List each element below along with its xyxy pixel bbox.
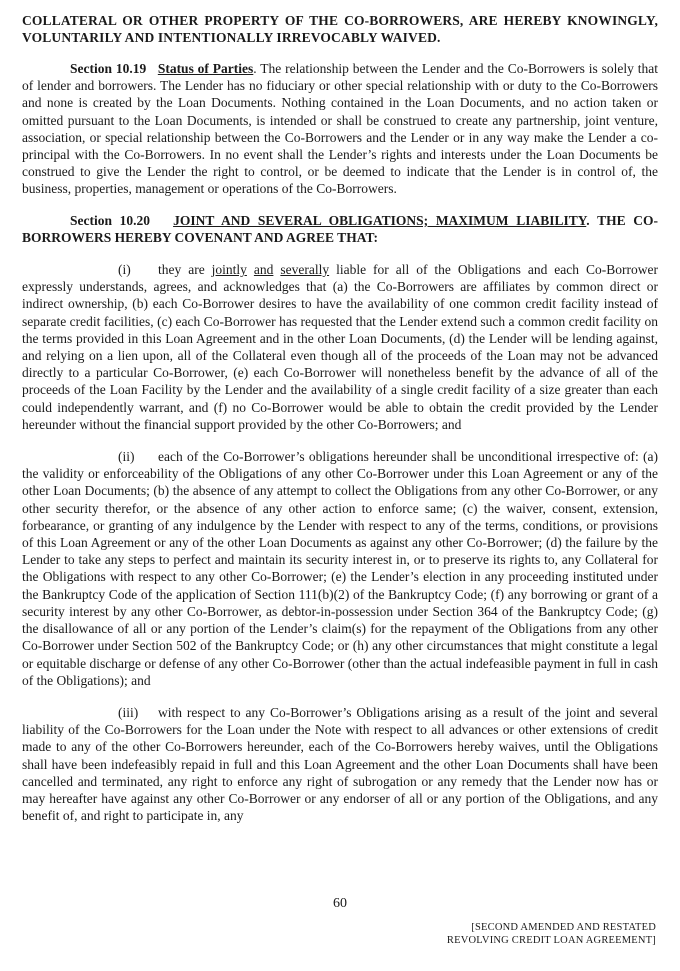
item-iii-label: (iii) [118,704,139,720]
item-iii [22,704,658,824]
item-i-pre: they are [158,262,212,278]
item-i-label: (i) [118,262,131,278]
item-i-space-1 [247,262,254,277]
item-iii-body: with respect to any Co-Borrower’s Obligations arising as a result of the joint and several liability of the Co-Borrowers for the Loan under the Note with respect to all advances or other extensions of credit made to any of the other Co-Borrowers hereunder, each of the Co-Borrowers hereby waives, until the Obligations shall have been indefeasibly repaid in full and this Loan Agreement and the other Loan Documents shall have been cancelled and terminated, any right to enforce any right of subrogation or any remedy that the Lender now has or may hereafter have against any other Co-Borrower or any endorser of all or any portion of the Obligations, and any benefit of, and right to participate in, any [22,704,658,824]
page-number: 60 [333,896,347,911]
section-10-19-body: . The relationship between the Lender and the Co-Borrowers is solely that of lender and borrowers. The Lender has no fiduciary or other special relationship with or duty to the Co-Borrowers and none is created by the Loan Documents. Nothing contained in the Loan Documents, and no action taken or omitted pursuant to the Loan Documents, is intended or shall be construed to create any partnership, joint venture, association, or special relationship between the Co-Borrowers and the Lender or in any way make the Lender a co-principal with the Co-Borrowers. In no event shall the Lender’s rights and interests under the Loan Documents be construed to give the Lender the right to control, or be deemed to indicate that the Lender is in control of, the business, properties, management or operations of the Co-Borrowers. [22,61,658,197]
item-i-jointly: jointly [211,262,247,278]
item-ii-label: (ii) [118,449,135,465]
page-body [22,12,658,824]
item-ii [22,448,658,689]
item-ii-body: each of the Co-Borrower’s obligations hereunder shall be unconditional irrespective of: (a) the validity or enforceability of the Obligations of any other Co-Borrower under this Loan Agreement or any of the other Loan Documents; (b) the absence of any attempt to collect the Obligations from any other Co-Borrower, or any other security therefor, or the absence of any other action to enforce same; (c) the waiver, consent, extension, forbearance, or granting of any indulgence by the Lender with respect to any of the terms, conditions, or provisions of this Loan Agreement or any of the other Loan Documents as against any other Co-Borrower; (d) the failure by the Lender to take any steps to perfect and maintain its security interest in, or to preserve its rights to, any Collateral for the Obligations with respect to any other Co-Borrower; (e) the Lender’s election in any proceeding instituted under the Bankruptcy Code of the application of Section 111(b)(2) of the Bankruptcy Code; (f) any borrowing or grant of a security interest by any other Co-Borrower, as debtor-in-possession under Section 364 of the Bankruptcy Code; (g) the disallowance of all or any portion of the Lender’s claim(s) for the repayment of the Obligations from any other Co-Borrower under Section 502 of the Bankruptcy Code; or (h) any other circumstances that might constitute a legal or equitable discharge or defense of any other Co-Borrower (other than the actual indefeasible payment in full in cash of the Obligations); and [22,449,658,688]
footer-line-1: [SECOND AMENDED AND RESTATED [471,922,656,933]
item-i-and: and [253,262,274,278]
footer-line-2: REVOLVING CREDIT LOAN AGREEMENT] [446,934,656,946]
section-10-19-number: Section 10.19 [70,61,147,76]
section-10-19-title: Status of Parties [157,61,254,76]
section-10-20-title: JOINT AND SEVERAL OBLIGATIONS; MAXIMUM LIABILITY [173,212,587,228]
section-10-20-tail: . THE CO-BORROWERS HEREBY COVENANT AND AGREE THAT: [22,212,658,245]
document-title-footer [447,922,656,947]
item-i [22,261,658,433]
section-10-19 [22,60,658,198]
lead-paragraph: COLLATERAL OR OTHER PROPERTY OF THE CO-BORROWERS, ARE HEREBY KNOWINGLY, VOLUNTARILY AND INTENTIONALLY IRREVOCABLY WAIVED. [22,13,658,45]
section-10-20-heading [22,212,658,246]
section-10-20-number: Section 10.20 [70,212,151,228]
item-i-body: liable for all of the Obligations and each Co-Borrower expressly understands, agrees, and acknowledges that (a) the Co-Borrowers are affiliates by common direct or indirect ownership, (b) each Co-Borrower desires to have the availability of one common credit facility instead of separate credit facilities, (c) each Co-Borrower has requested that the Lender extend such a common credit facility on the terms provided in this Loan Agreement and in the other Loan Documents, (d) the Lender will be lending against, and relying on a lien upon, all of the Collateral even though all of the proceeds of the Loan may not be advanced directly to a particular Co-Borrower, (e) each Co-Borrower will nonetheless benefit by the advance of all of the proceeds of the Loan Facility by the Lender and the availability of a single credit facility of a size greater than each could independently warrant, and (f) no Co-Borrower would be able to obtain the credit provided by the Lender hereunder without the financial support provided by the other Co-Borrowers; and [22,262,658,432]
item-i-severally: severally [280,262,330,278]
